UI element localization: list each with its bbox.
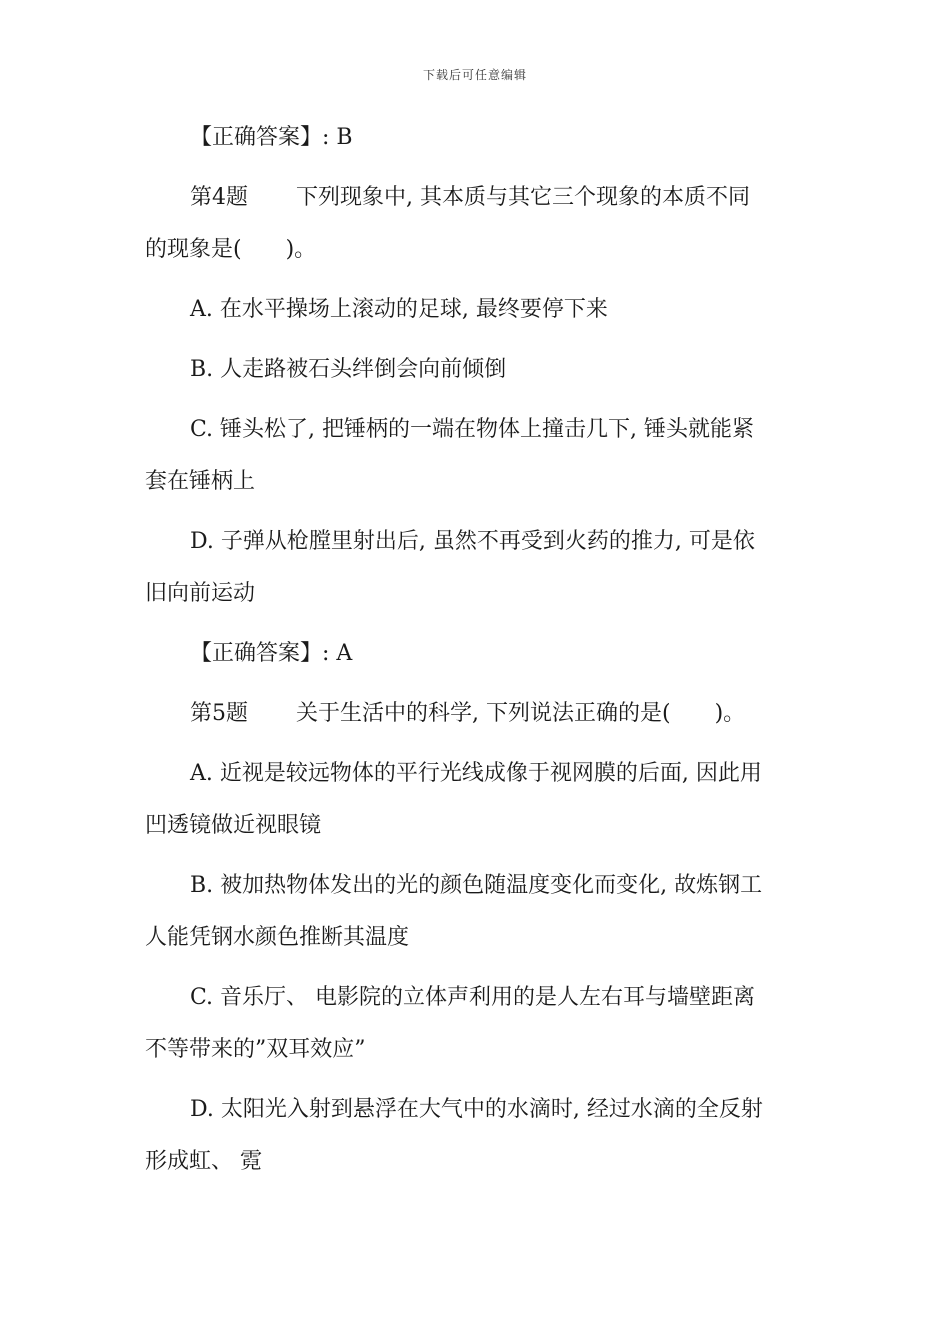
question-text-line: 下列现象中, 其本质与其它三个现象的本质不同 bbox=[296, 185, 750, 210]
option-text-line: 形成虹、 霓 bbox=[145, 1149, 262, 1174]
option-text-line: A. 近视是较远物体的平行光线成像于视网膜的后面, 因此用 bbox=[190, 761, 762, 786]
answer-line: 【正确答案】: B bbox=[190, 125, 353, 150]
option-c bbox=[145, 972, 810, 1076]
option-b bbox=[145, 860, 810, 964]
option-text-line: D. 太阳光入射到悬浮在大气中的水滴时, 经过水滴的全反射 bbox=[190, 1097, 763, 1122]
option-text-line: 套在锤柄上 bbox=[145, 469, 256, 494]
question-4-stem bbox=[145, 172, 810, 276]
question-5-stem bbox=[145, 688, 810, 740]
option-d bbox=[145, 516, 810, 620]
option-text-line: C. 音乐厅、 电影院的立体声利用的是人左右耳与墙壁距离 bbox=[190, 985, 756, 1010]
option-text-line: 旧向前运动 bbox=[145, 581, 256, 606]
option-b: B. 人走路被石头绊倒会向前倾倒 bbox=[190, 357, 507, 382]
option-text-line: 凹透镜做近视眼镜 bbox=[145, 813, 322, 838]
question-text-line: 的现象是( )。 bbox=[145, 237, 317, 262]
option-a: A. 在水平操场上滚动的足球, 最终要停下来 bbox=[190, 297, 608, 322]
option-d bbox=[145, 1084, 810, 1188]
option-text-line: D. 子弹从枪膛里射出后, 虽然不再受到火药的推力, 可是依 bbox=[190, 529, 755, 554]
option-text-line: 不等带来的”双耳效应” bbox=[145, 1037, 366, 1062]
question-number: 第5题 bbox=[190, 701, 248, 726]
document-body bbox=[145, 112, 810, 1188]
option-text-line: 人能凭钢水颜色推断其温度 bbox=[145, 925, 410, 950]
header-note: 下载后可任意编辑 bbox=[422, 68, 527, 82]
option-text-line: B. 被加热物体发出的光的颜色随温度变化而变化, 故炼钢工 bbox=[190, 873, 763, 898]
option-a bbox=[145, 748, 810, 852]
question-number: 第4题 bbox=[190, 185, 248, 210]
answer-line: 【正确答案】: A bbox=[190, 641, 353, 666]
question-text-line: 关于生活中的科学, 下列说法正确的是( )。 bbox=[296, 701, 746, 726]
option-text-line: C. 锤头松了, 把锤柄的一端在物体上撞击几下, 锤头就能紧 bbox=[190, 417, 755, 442]
option-c bbox=[145, 404, 810, 508]
